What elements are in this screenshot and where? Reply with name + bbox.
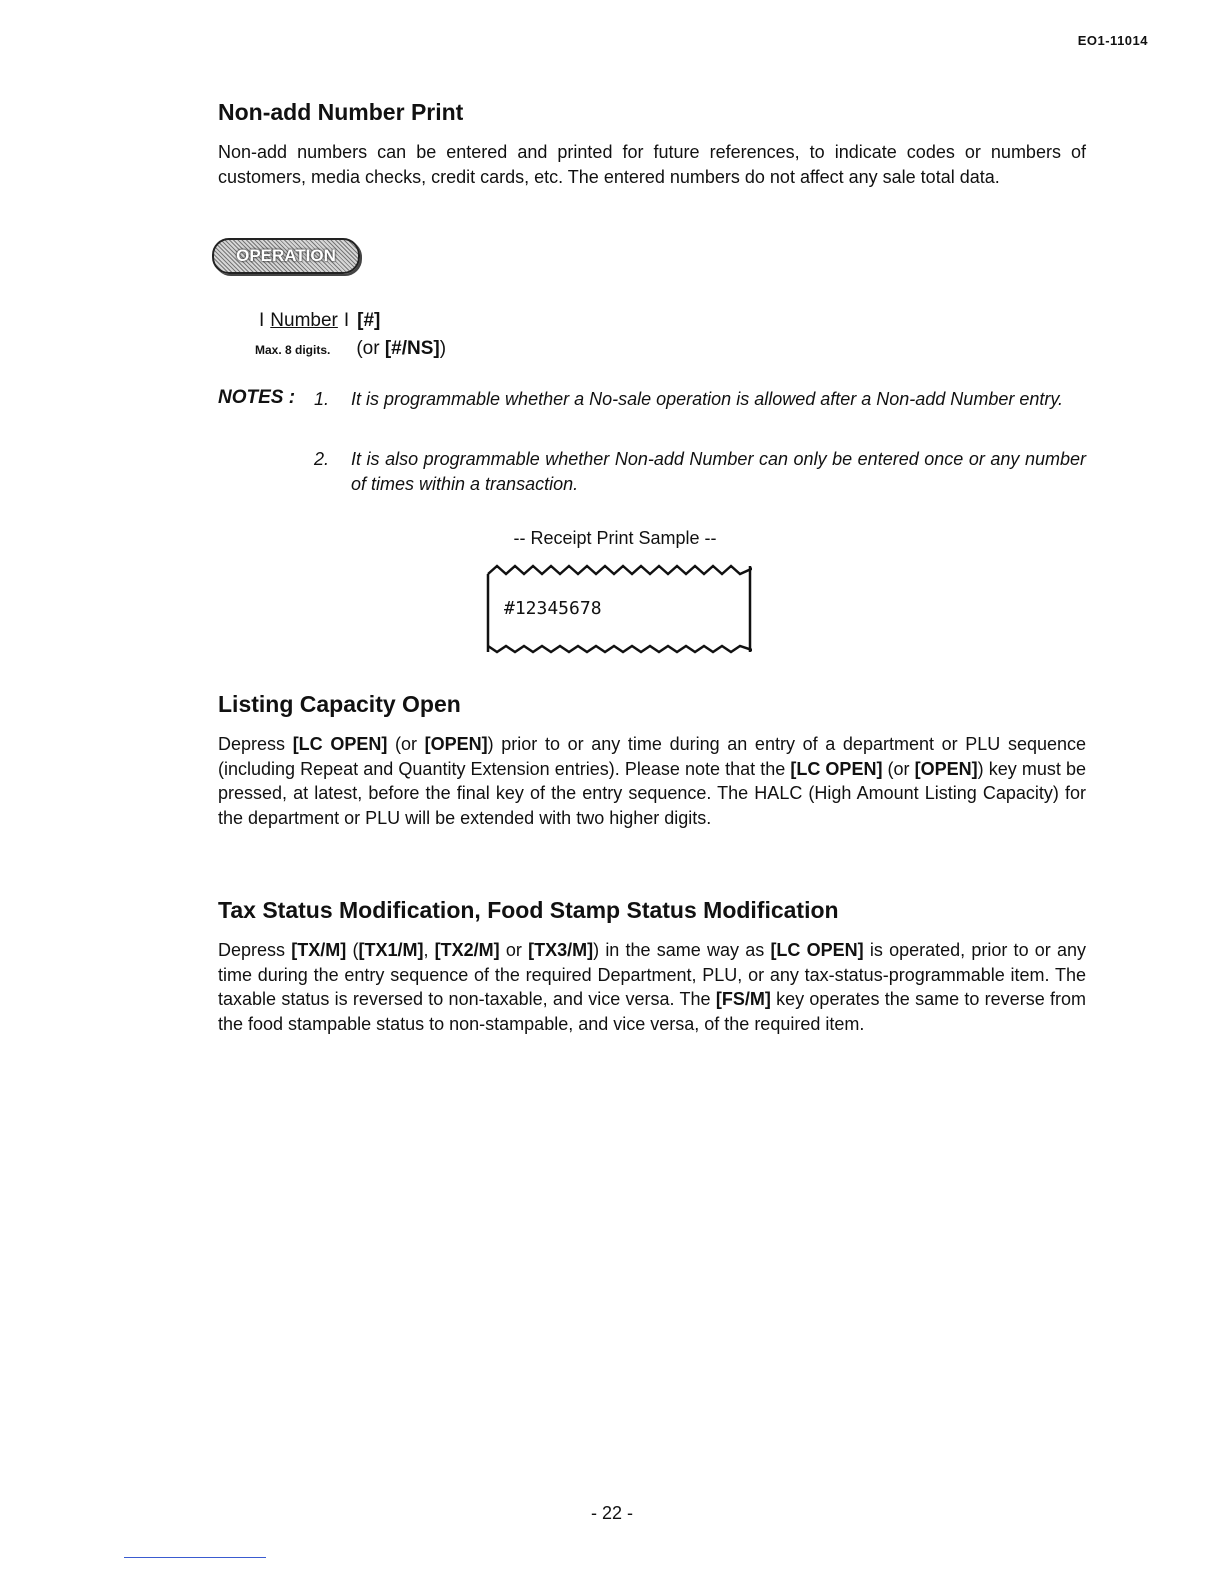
text-run: is operated, prior to or any time during the entry sequence of the required Department, PLU, or any tax-status-programmable item. The taxable status is reversed to non-taxable, and vice versa. The	[218, 940, 1087, 1009]
op-max-digits: Max. 8 digits.	[255, 343, 331, 357]
note-number: 1.	[314, 389, 330, 409]
op-number-label: Number	[270, 310, 338, 331]
key-tx3-m: [TX3/M]	[528, 940, 594, 960]
text-run: (	[346, 940, 359, 960]
tax-status-description	[218, 938, 1086, 1036]
listing-capacity-description	[218, 732, 1086, 830]
key-fs-m: [FS/M]	[715, 989, 771, 1009]
text-run: ) prior to or any time during an entry of a department or PLU sequence (including Repeat and Quantity Extension entries). Please note that the	[218, 734, 1087, 779]
text-run: (or	[387, 734, 425, 754]
operation-sequence	[259, 310, 380, 332]
bottom-rule	[124, 1557, 266, 1558]
section-title-non-add-number-print: Non-add Number Print	[218, 99, 464, 125]
text-run: or	[499, 940, 529, 960]
operation-badge: OPERATION	[212, 238, 360, 274]
text-run: Depress	[218, 940, 292, 960]
note-text: It is programmable whether a No-sale operation is allowed after a Non-add Number entry.	[351, 389, 1064, 409]
key-tx2-m: [TX2/M]	[434, 940, 500, 960]
op-bar-left: I	[259, 310, 265, 331]
op-key-hash: [#]	[357, 310, 381, 331]
receipt-sample-title: -- Receipt Print Sample --	[513, 528, 717, 548]
note-text: It is also programmable whether Non-add Number can only be entered once or any number of times within a transaction.	[351, 449, 1086, 494]
text-run: ) in the same way as	[593, 940, 771, 960]
op-key-hash-ns: [#/NS]	[384, 338, 440, 359]
key-tx-m: [TX/M]	[291, 940, 347, 960]
section-title-listing-capacity-open: Listing Capacity Open	[218, 691, 461, 717]
receipt-sample	[486, 562, 752, 654]
key-open: [OPEN]	[914, 758, 978, 779]
text-run: ) key must be pressed, at latest, before the final key of the entry sequence. The HALC (High Amount Listing Capacity) for the department or PLU will be extended with two higher digits.	[218, 758, 1086, 828]
op-bar-right: I	[343, 310, 350, 331]
page-number: - 22 -	[590, 1503, 633, 1523]
receipt-print-line: #12345678	[504, 598, 602, 619]
text-run: Depress	[218, 734, 293, 754]
text-run: ,	[423, 940, 435, 960]
key-lc-open: [LC OPEN]	[770, 940, 864, 960]
section-title-tax-status-modification: Tax Status Modification, Food Stamp Status Modification	[218, 897, 839, 923]
text-run: (or	[882, 758, 915, 779]
operation-sequence-alt	[255, 338, 446, 360]
notes-label: NOTES :	[218, 387, 296, 408]
key-tx1-m: [TX1/M]	[358, 940, 424, 960]
note-item	[314, 387, 1086, 412]
key-open: [OPEN]	[424, 734, 488, 754]
note-number: 2.	[314, 449, 330, 469]
key-lc-open: [LC OPEN]	[790, 758, 883, 779]
key-lc-open: [LC OPEN]	[292, 734, 388, 754]
note-item	[314, 447, 1086, 496]
document-code: EO1-11014	[1077, 33, 1148, 48]
text-run: key operates the same to reverse from the food stampable status to non-stampable, and vice versa, of the required item.	[218, 989, 1086, 1034]
op-alt-open: (or	[356, 338, 385, 359]
op-alt-close: )	[439, 338, 447, 359]
non-add-description: Non-add numbers can be entered and printed for future references, to indicate codes or numbers of customers, media checks, credit cards, etc. The entered numbers do not affect any sale total data.	[218, 142, 1086, 187]
